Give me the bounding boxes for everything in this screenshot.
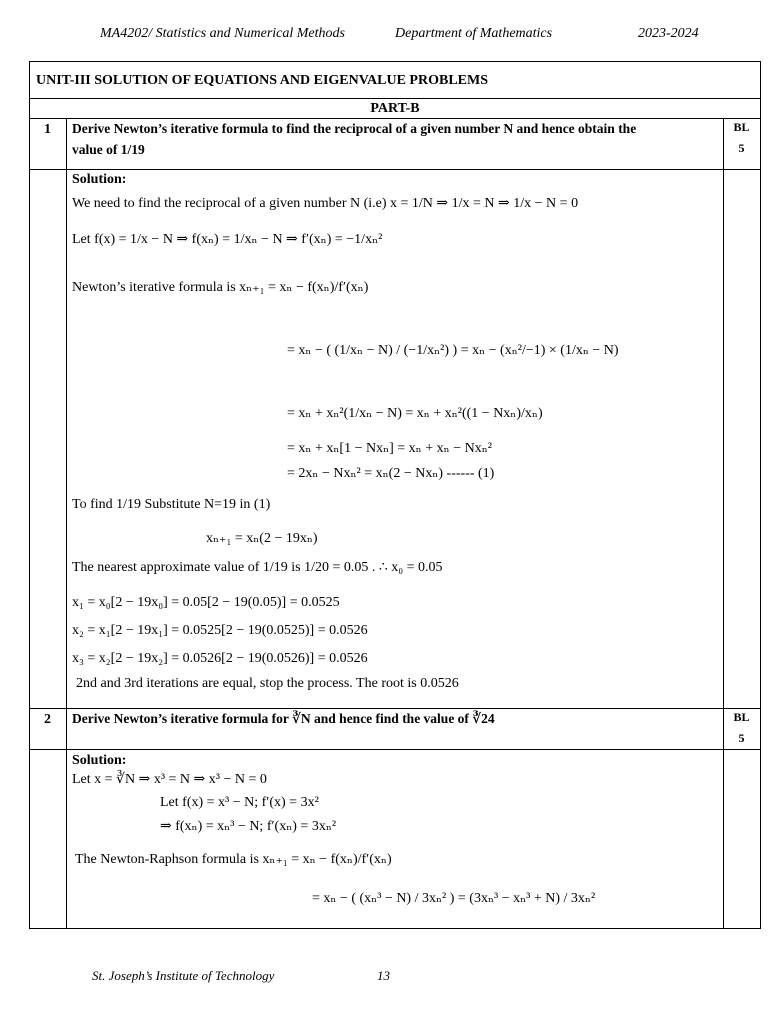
part-label: PART-B <box>370 101 420 116</box>
column-divider <box>723 118 724 929</box>
table-border-bottom <box>29 928 761 929</box>
row-divider <box>29 98 761 99</box>
bl-value: 5 <box>738 141 745 155</box>
question-text: value of 1/19 <box>72 142 145 157</box>
column-divider <box>66 118 67 929</box>
solution-line: = xₙ − ( (xₙ³ − N) / 3xₙ² ) = (3xₙ³ − xₙ³ + N) / 3xₙ² <box>312 891 596 906</box>
solution-line: Let f(x) = 1/x − N ⇒ f(xₙ) = 1/xₙ − N ⇒ f′(xₙ) = −1/xₙ² <box>72 232 383 247</box>
unit-title: UNIT-III SOLUTION OF EQUATIONS AND EIGENVALUE PROBLEMS <box>36 73 488 88</box>
row-divider <box>29 169 761 170</box>
solution-line: The Newton-Raphson formula is xₙ₊₁ = xₙ − f(xₙ)/f′(xₙ) <box>75 852 392 867</box>
solution-line: The nearest approximate value of 1/19 is 1/20 = 0.05 . ∴ x₀ = 0.05 <box>72 560 443 575</box>
row-divider <box>29 749 761 750</box>
row-divider <box>29 118 761 119</box>
header-course: MA4202/ Statistics and Numerical Methods <box>100 26 345 41</box>
solution-line: = xₙ + xₙ²(1/xₙ − N) = xₙ + xₙ²((1 − Nxₙ)/xₙ) <box>287 406 543 421</box>
footer-institute: St. Joseph’s Institute of Technology <box>92 968 275 983</box>
solution-line: Let x = ∛N ⇒ x³ = N ⇒ x³ − N = 0 <box>72 772 267 787</box>
table-border-right <box>760 61 761 929</box>
bl-value: 5 <box>738 731 745 745</box>
question-text: Derive Newton’s iterative formula for ∛N and hence find the value of ∛24 <box>72 711 495 726</box>
solution-line: ⇒ f(xₙ) = xₙ³ − N; f′(xₙ) = 3xₙ² <box>160 819 337 834</box>
solution-line: To find 1/19 Substitute N=19 in (1) <box>72 497 271 512</box>
header-department: Department of Mathematics <box>395 26 553 41</box>
question-number: 2 <box>44 712 51 727</box>
solution-line: = xₙ − ( (1/xₙ − N) / (−1/xₙ²) ) = xₙ − (xₙ²/−1) × (1/xₙ − N) <box>287 343 619 358</box>
solution-line: = 2xₙ − Nxₙ² = xₙ(2 − Nxₙ) ------ (1) <box>287 466 495 481</box>
solution-line: x₃ = x₂[2 − 19x₂] = 0.0526[2 − 19(0.0526)] = 0.0526 <box>72 651 368 666</box>
solution-line: We need to find the reciprocal of a given number N (i.e) x = 1/N ⇒ 1/x = N ⇒ 1/x − N = 0 <box>72 196 579 211</box>
solution-line: Let f(x) = x³ − N; f′(x) = 3x² <box>160 795 319 810</box>
page-number: 13 <box>377 968 390 983</box>
solution-line: x₁ = x₀[2 − 19x₀] = 0.05[2 − 19(0.05)] = 0.0525 <box>72 595 340 610</box>
solution-line: xₙ₊₁ = xₙ(2 − 19xₙ) <box>206 531 318 546</box>
question-number: 1 <box>44 122 51 137</box>
solution-label: Solution: <box>72 172 127 187</box>
solution-line: Newton’s iterative formula is xₙ₊₁ = xₙ − f(xₙ)/f′(xₙ) <box>72 280 369 295</box>
header-year: 2023-2024 <box>638 26 699 41</box>
solution-label: Solution: <box>72 753 127 768</box>
bl-label: BL <box>733 710 750 724</box>
question-table <box>29 61 761 929</box>
solution-line: = xₙ + xₙ[1 − Nxₙ] = xₙ + xₙ − Nxₙ² <box>287 441 492 456</box>
solution-line: 2nd and 3rd iterations are equal, stop the process. The root is 0.0526 <box>76 676 459 691</box>
table-border-left <box>29 61 30 929</box>
solution-line: x₂ = x₁[2 − 19x₁] = 0.0525[2 − 19(0.0525)] = 0.0526 <box>72 623 368 638</box>
row-divider <box>29 708 761 709</box>
table-border-top <box>29 61 761 62</box>
bl-label: BL <box>733 120 750 134</box>
question-text: Derive Newton’s iterative formula to find the reciprocal of a given number N and hence obtain the <box>72 121 637 136</box>
